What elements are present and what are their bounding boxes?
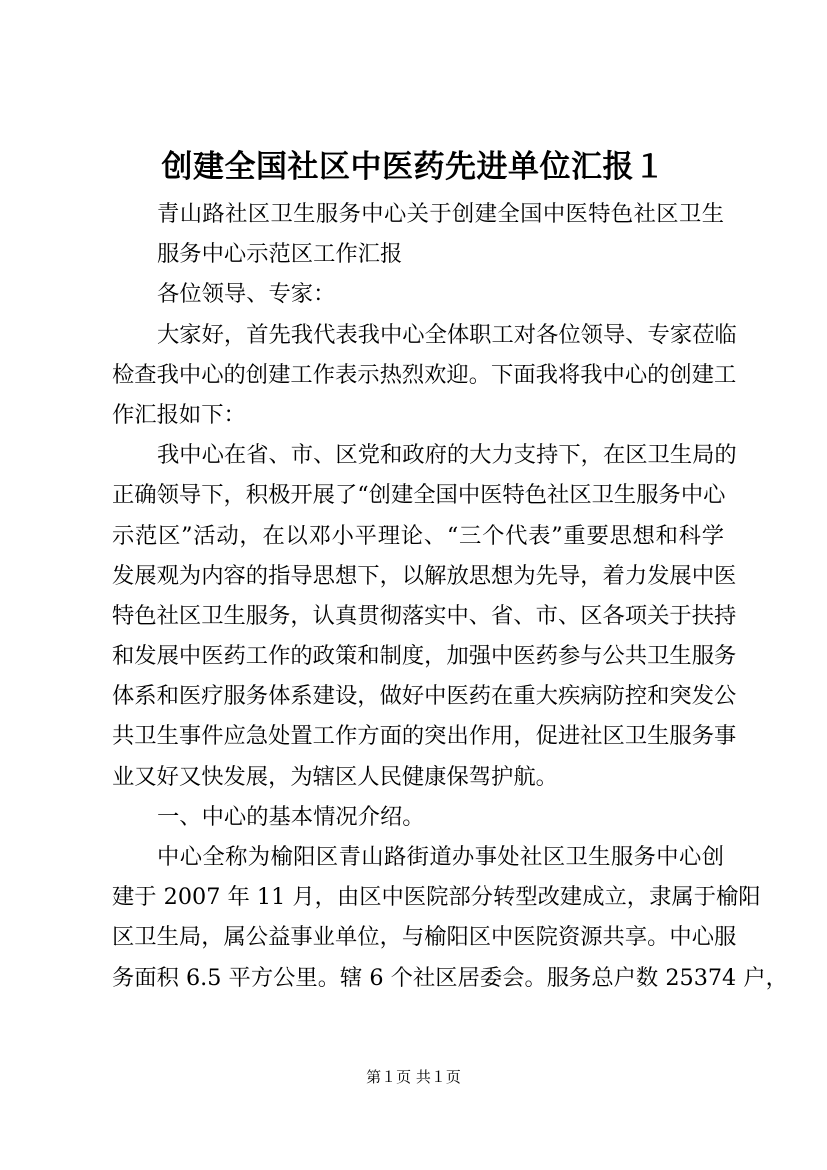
text-line: 区卫生局，属公益事业单位，与榆阳区中医院资源共享。中心服 [112, 924, 737, 951]
text-line: 示范区”活动，在以邓小平理论、“三个代表”重要思想和科学 [112, 522, 724, 549]
text-line: 特色社区卫生服务，认真贯彻落实中、省、市、区各项关于扶持 [112, 602, 737, 629]
text-line: 体系和医疗服务体系建设，做好中医药在重大疾病防控和突发公 [112, 683, 737, 710]
text-line: 业又好又快发展，为辖区人民健康保驾护航。 [112, 763, 558, 790]
text-line: 中心全称为榆阳区青山路街道办事处社区卫生服务中心创 [157, 844, 724, 870]
text-line: 青山路社区卫生服务中心关于创建全国中医特色社区卫生 [157, 201, 724, 227]
text-line: 大家好，首先我代表我中心全体职工对各位领导、专家莅临 [157, 321, 737, 348]
text-line: 检查我中心的创建工作表示热烈欢迎。下面我将我中心的创建工 [112, 361, 737, 388]
text-line: 共卫生事件应急处置工作方面的突出作用，促进社区卫生服务事 [112, 723, 737, 750]
page-footer: 第１页 共１页 [366, 1068, 461, 1086]
text-line: 和发展中医药工作的政策和制度，加强中医药参与公共卫生服务 [112, 643, 737, 670]
text-line: 正确领导下，积极开展了“创建全国中医特色社区卫生服务中心 [112, 482, 726, 509]
text-line: 各位领导、专家： [157, 281, 336, 308]
text-line: 一、中心的基本情况介绍。 [157, 803, 425, 830]
text-line: 作汇报如下： [112, 401, 246, 428]
text-line: 我中心在省、市、区党和政府的大力支持下，在区卫生局的 [157, 442, 737, 469]
document-body [112, 194, 788, 998]
text-line: 发展观为内容的指导思想下，以解放思想为先导，着力发展中医 [112, 562, 737, 589]
document-title: 创建全国社区中医药先进单位汇报１ [161, 149, 666, 185]
text-line: 建于 2007 年 11 月，由区中医院部分转型改建成立，隶属于榆阳 [112, 884, 761, 911]
text-line: 务面积 6.5 平方公里。辖 6 个社区居委会。服务总户数 25374 户， [112, 964, 788, 991]
text-line: 服务中心示范区工作汇报 [157, 241, 403, 268]
